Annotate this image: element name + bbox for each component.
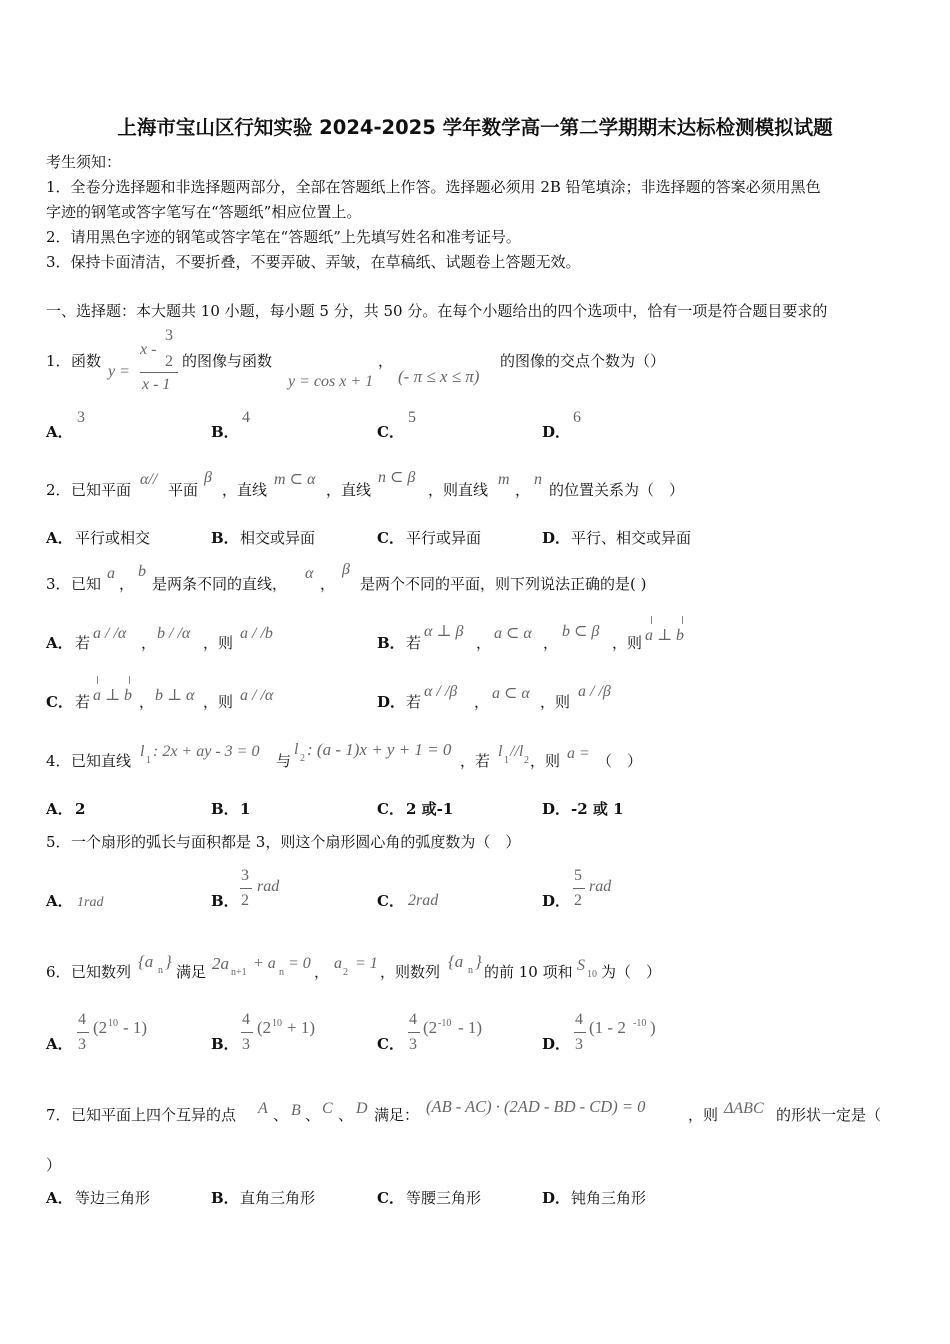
q2-option-d-label: D． [542,529,571,547]
q6-a2-subscript: 2 [343,967,348,978]
q7-text-5: ） [46,1156,62,1174]
q7-point-b: B [291,1102,301,1119]
q2-option-a-value: 平行或相交 [75,529,151,547]
q2-option-b-value: 相交或异面 [240,529,316,547]
q5-option-c-value: 2rad [408,892,439,909]
q6-option-c-fraction-bar [408,1032,420,1033]
q6-option-c-label: C． [377,1035,404,1053]
q6-option-b-denominator: 3 [242,1036,250,1053]
q5-option-d-numerator: 5 [574,867,582,884]
q6-number: 6． [46,963,71,981]
q2-option-b-label: B． [211,529,239,547]
notice-item-1: 1．全卷分选择题和非选择题两部分，全部在答题纸上作答。选择题必须用 2B 铅笔填涂；非选择题的答案必须用黑色 [46,178,821,196]
q6-seq-2: {a [448,952,464,971]
q3-option-d-math-1: α / /β [424,683,458,700]
q6-option-d-expr: (1 - 2 [589,1018,626,1037]
q3-text-3: 是两条不同的直线， [152,575,288,593]
q3-number: 3． [46,575,71,593]
q6-option-c-exponent: -10 [438,1018,452,1029]
q3-option-c-vector-mark-a [97,676,98,684]
q3-option-a-label: A． [46,634,73,652]
q3-text-1: 已知 [71,575,102,593]
q3-option-d-then: ，则 [540,693,571,711]
q6-option-c-expr-end: - 1) [458,1018,483,1037]
q1-range: (- π ≤ x ≤ π) [398,367,480,386]
q6-option-c-numerator: 4 [409,1011,417,1028]
q1-number: 1． [46,352,71,370]
q3-option-a-comma-1: ， [141,634,157,652]
q6-option-b-label: B． [211,1035,239,1053]
q3-text-2: ， [119,575,135,593]
q3-option-d-math-3: a / /β [578,683,611,700]
q6-option-d-label: D． [542,1035,571,1053]
q1-option-c-label: C． [377,423,404,441]
q6-option-a-expr: (2 [93,1018,108,1037]
q3-option-a-math-2: b / /α [157,625,191,642]
q1-numerator-3: 3 [165,327,173,344]
q7-option-d-value: 钝角三角形 [571,1189,647,1207]
q3-option-b-vector-mark-a [651,616,652,624]
q3-option-d-math-2: a ⊂ α [492,685,530,702]
q5-option-c-label: C． [377,892,404,910]
q6-sum-subscript: 10 [587,969,597,980]
q5-option-a-label: A． [46,892,73,910]
q6-option-a-exponent: 10 [108,1018,118,1029]
q3-math-beta: β [342,561,350,578]
q2-text-2: 平面 [168,481,199,499]
q4-text-1: 已知直线 [71,752,132,770]
q5-option-d-label: D． [542,892,571,910]
q7-text-3: ，则 [688,1106,719,1124]
q3-option-b-comma-2: ， [543,634,559,652]
q1-option-d-value: 6 [573,409,581,426]
q3-option-c-math-3: a / /α [240,687,274,704]
q5-option-d-denominator: 2 [574,892,582,909]
q3-option-b-math-3: b ⊂ β [562,623,600,640]
q6-recurrence-plus: + a [253,955,276,972]
q2-option-d-value: 平行、相交或异面 [571,529,692,547]
q1-y-eq: y = [108,363,130,380]
q3-option-b-if: 若 [406,634,422,652]
q4-option-d-value: -2 或 1 [571,800,624,818]
q1-option-a-label: A． [46,423,73,441]
q7-option-b-value: 直角三角形 [240,1189,316,1207]
q7-vector-equation: (AB - AC) · (2AD - BD - CD) = 0 [426,1097,646,1116]
section-heading: 一、选择题：本大题共 10 小题，每小题 5 分，共 50 分。在每个小题给出的四个选项中，恰有一项是符合题目要求的 [46,302,828,320]
q7-sep-1: 、 [273,1106,289,1124]
q2-option-a-label: A． [46,529,73,547]
q3-option-b-then: ，则 [612,634,643,652]
q2-text-7: 的位置关系为（ ） [549,481,685,499]
q4-l2-subscript: 2 [300,753,305,764]
q6-option-a-denominator: 3 [78,1036,86,1053]
q4-option-a-value: 2 [75,800,86,818]
q2-math-5: m [498,471,510,488]
q3-option-b-label: B． [377,634,405,652]
q6-seq-2-close: } [475,952,482,971]
q6-text-2: 满足 [176,963,207,981]
q5-option-b-label: B． [211,892,239,910]
q5-option-b-fraction-bar [240,888,252,889]
q3-option-c-comma-1: ， [139,693,155,711]
q1-text-2: 的图像与函数 [182,352,273,370]
notice-item-1-cont: 字迹的钢笔或答字笔写在“答题纸”相应位置上。 [46,203,362,221]
q5-option-d-fraction-bar [573,888,585,889]
q6-text-4: ，则数列 [380,963,441,981]
q7-number: 7． [46,1106,71,1124]
q3-option-c-then: ，则 [203,693,234,711]
q4-l1-subscript: 1 [146,755,151,766]
q6-text-5: 的前 10 项和 [484,963,573,981]
q3-option-d-label: D． [377,693,406,711]
q1-option-b-value: 4 [242,409,250,426]
q6-option-a-label: A． [46,1035,73,1053]
q1-option-c-value: 5 [408,409,416,426]
q4-option-d-label: D． [542,800,571,818]
q4-math-a: a = [567,745,590,762]
q2-option-c-label: C． [377,529,404,547]
q6-option-b-fraction-bar [241,1032,253,1033]
q4-option-b-value: 1 [240,800,251,818]
q6-option-d-denominator: 3 [575,1036,583,1053]
q7-point-a: A [258,1100,268,1117]
q4-l1: l [140,743,145,760]
q3-option-b-math-2: a ⊂ α [494,625,532,642]
q6-seq-1-subscript: n [158,965,163,976]
q3-option-b-math-1: α ⊥ β [424,623,464,640]
q2-math-4: n ⊂ β [378,469,416,486]
q7-text-2: 满足： [374,1106,420,1124]
q3-option-b-math-4: a ⊥ b [645,627,685,644]
q7-option-c-value: 等腰三角形 [406,1189,482,1207]
q2-number: 2． [46,481,71,499]
notice-item-2: 2．请用黑色字迹的钢笔或答字笔在“答题纸”上先填写姓名和准考证号。 [46,228,521,246]
q5-option-d-unit: rad [589,878,612,895]
page-title: 上海市宝山区行知实验 2024-2025 学年数学高一第二学期期末达标检测模拟试题 [117,116,833,139]
q1-fraction-bar [140,372,178,373]
q4-number: 4． [46,752,71,770]
q6-option-a-expr-end: - 1) [123,1018,148,1037]
q1-option-b-label: B． [211,423,239,441]
q7-option-a-label: A． [46,1189,73,1207]
q3-option-c-math-2: b ⊥ α [155,687,195,704]
q6-recurrence-subscript-2: n [279,967,284,978]
q4-option-c-value: 2 或-1 [406,800,454,818]
q6-option-b-exponent: 10 [272,1018,282,1029]
q3-option-d-if: 若 [406,693,422,711]
q1-denominator: x - 1 [142,376,171,393]
q4-option-c-label: C． [377,800,404,818]
q2-text-3: ，直线 [222,481,268,499]
q3-option-b-comma-1: ， [476,634,492,652]
q7-point-c: C [322,1100,333,1117]
q6-option-b-expr-end: + 1) [287,1018,315,1037]
q1-option-a-value: 3 [77,409,85,426]
q3-option-d-comma-1: ， [474,693,490,711]
q4-l2-equation: : (a - 1)x + y + 1 = 0 [307,740,452,759]
q2-math-2: β [204,469,212,486]
q4-option-b-label: B． [211,800,239,818]
q2-option-c-value: 平行或异面 [406,529,482,547]
q4-text-2: 与 [276,752,292,770]
q3-option-a-math-3: a / /b [240,625,273,642]
q7-option-a-value: 等边三角形 [75,1189,151,1207]
q6-option-c-expr: (2 [423,1018,438,1037]
q4-parallel-l2: //l [510,743,524,760]
q2-math-6: n [534,471,542,488]
q3-option-a-then: ，则 [203,634,234,652]
q3-option-c-label: C． [46,693,73,711]
q6-text-1: 已知数列 [71,963,132,981]
q2-math-3: m ⊂ α [274,471,316,488]
q3-math-b: b [138,563,146,580]
q3-math-a: a [107,565,115,582]
q6-option-c-denominator: 3 [409,1036,417,1053]
q4-text-5: （ ） [597,752,643,770]
q2-text-6: ， [515,481,531,499]
q7-sep-2: 、 [305,1106,321,1124]
q6-option-a-fraction-bar [77,1032,89,1033]
q6-text-6: 为（ ） [601,963,662,981]
q7-text-1: 已知平面上四个互异的点 [71,1106,237,1124]
q3-option-a-math-1: a / /α [93,625,127,642]
q5-option-a-value: 1rad [77,895,104,910]
notice-heading: 考生须知： [46,153,122,171]
q6-seq-1: {a [138,952,154,971]
q4-l2: l [294,741,299,758]
q7-option-c-label: C． [377,1189,404,1207]
q2-text-1: 已知平面 [71,481,132,499]
q3-option-a-if: 若 [75,634,91,652]
q1-option-d-label: D． [542,423,571,441]
q7-point-d: D [356,1100,368,1117]
q5-option-b-denominator: 2 [241,892,249,909]
q5-text: 一个扇形的弧长与面积都是 3，则这个扇形圆心角的弧度数为（ ） [71,833,521,851]
q7-option-d-label: D． [542,1189,571,1207]
q7-sep-3: 、 [338,1106,354,1124]
q4-text-3: ，若 [460,752,491,770]
q5-number: 5． [46,833,71,851]
q6-sum: S [577,957,585,974]
q6-a2: a [334,955,342,972]
q6-a2-value: = 1 [355,955,378,972]
q3-option-c-vector-mark-b [129,676,130,684]
q3-text-4: ， [320,575,336,593]
q3-option-c-if: 若 [75,693,91,711]
q4-option-a-label: A． [46,800,73,818]
q1-text-1: 函数 [71,352,102,370]
q6-recurrence-eq: = 0 [288,955,311,972]
q2-text-5: ，则直线 [428,481,489,499]
q6-option-b-expr: (2 [257,1018,272,1037]
q2-math-1: α// [140,471,158,488]
q7-option-b-label: B． [211,1189,239,1207]
q6-seq-1-close: } [165,952,172,971]
q7-triangle: ΔABC [724,1100,764,1117]
q6-option-d-exponent: -10 [633,1018,647,1029]
q5-option-b-unit: rad [257,878,280,895]
q6-option-d-expr-end: ) [650,1018,656,1037]
q3-text-5: 是两个不同的平面，则下列说法正确的是( ) [360,575,647,593]
q4-parallel-l2-subscript: 2 [524,755,529,766]
q6-text-3: ， [314,963,330,981]
q3-option-c-math-1: a ⊥ b [93,687,133,704]
q4-text-4: ，则 [530,752,561,770]
q4-l1-equation: : 2x + ay - 3 = 0 [153,743,260,760]
q6-option-d-numerator: 4 [575,1011,583,1028]
q1-text-3: 的图像的交点个数为（） [500,352,666,370]
q6-option-b-numerator: 4 [242,1011,250,1028]
q3-math-alpha: α [305,565,314,582]
q3-option-b-vector-mark-b [682,616,683,624]
q1-comma: ， [378,352,394,370]
q6-seq-2-subscript: n [468,965,473,976]
q1-numerator: x - [140,341,157,358]
q7-text-4: 的形状一定是（ [776,1106,882,1124]
q2-text-4: ，直线 [326,481,372,499]
q5-option-b-numerator: 3 [241,867,249,884]
q1-numerator-2: 2 [165,353,173,370]
q4-parallel-l1-subscript: 1 [504,755,509,766]
q6-recurrence: 2a [212,954,229,973]
q6-option-a-numerator: 4 [78,1011,86,1028]
q6-option-d-fraction-bar [574,1032,586,1033]
q1-cos-function: y = cos x + 1 [288,373,374,390]
q4-parallel-l1: l [498,743,503,760]
q6-recurrence-subscript-1: n+1 [231,967,247,978]
notice-item-3: 3．保持卡面清洁，不要折叠，不要弄破、弄皱，在草稿纸、试题卷上答题无效。 [46,253,581,271]
